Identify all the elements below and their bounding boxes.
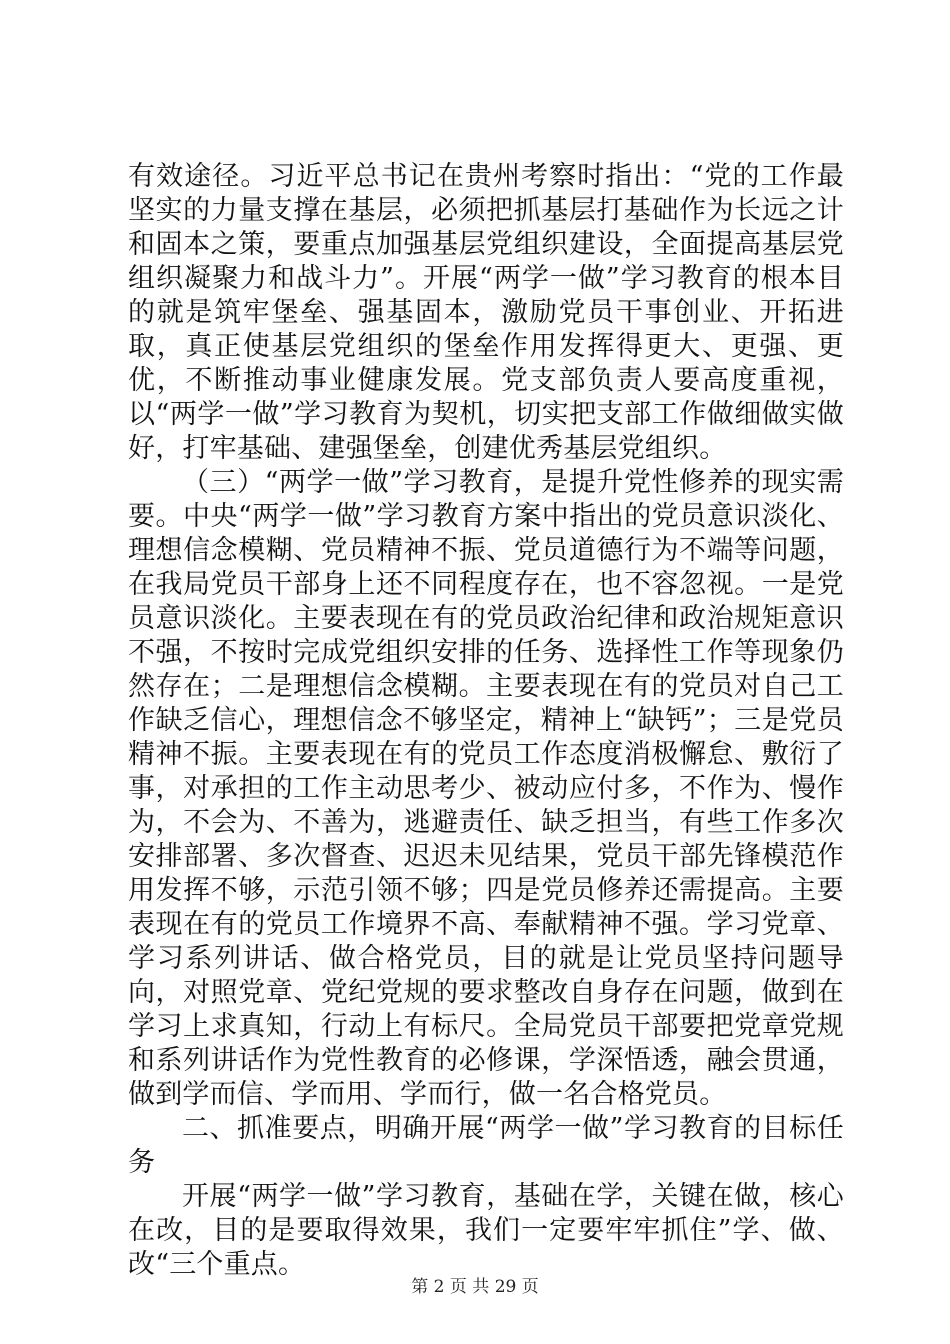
paragraph-key-points: 开展“两学一做”学习教育，基础在学，关键在做，核心在改，目的是要取得效果，我们一定要牢牢抓住”学、做、改“三个重点。 bbox=[128, 1181, 844, 1280]
document-body bbox=[128, 160, 844, 1282]
paragraph-section-three: （三）“两学一做”学习教育，是提升党性修养的现实需要。中央“两学一做”学习教育方案中指出的党员意识淡化、理想信念模糊、党员精神不振、党员道德行为不端等问题，在我局党员干部身上还不同程度存在，也不容忽视。一是党员意识淡化。主要表现在有的党员政治纪律和政治规矩意识不强，不按时完成党组织安排的任务、选择性工作等现象仍然存在；二是理想信念模糊。主要表现在有的党员对自己工作缺乏信心，理想信念不够坚定，精神上“缺钙”；三是党员精神不振。主要表现在有的党员工作态度消极懈怠、敷衍了事，对承担的工作主动思考少、被动应付多，不作为、慢作为，不会为、不善为，逃避责任、缺乏担当，有些工作多次安排部署、多次督查、迟迟未见结果，党员干部先锋模范作用发挥不够，示范引领不够；四是党员修养还需提高。主要表现在有的党员工作境界不高、奉献精神不强。学习党章、学习系列讲话、做合格党员，目的就是让党员坚持问题导向，对照党章、党纪党规的要求整改自身存在问题，做到在学习上求真知，行动上有标尺。全局党员干部要把党章党规和系列讲话作为党性教育的必修课，学深悟透，融会贯通，做到学而信、学而用、学而行，做一名合格党员。 bbox=[128, 467, 844, 1110]
paragraph-continuation: 有效途径。习近平总书记在贵州考察时指出：“党的工作最坚实的力量支撑在基层，必须把抓基层打基础作为长远之计和固本之策，要重点加强基层党组织建设，全面提高基层党组织凝聚力和战斗力”。开展“两学一做”学习教育的根本目的就是筑牢堡垒、强基固本，激励党员干事创业、开拓进取，真正使基层党组织的堡垒作用发挥得更大、更强、更优，不断推动事业健康发展。党支部负责人要高度重视，以“两学一做”学习教育为契机，切实把支部工作做细做实做好，打牢基础、建强堡垒，创建优秀基层党组织。 bbox=[128, 161, 844, 464]
section-heading-two: 二、抓准要点，明确开展“两学一做”学习教育的目标任务 bbox=[128, 1113, 844, 1178]
page-number-footer: 第 2 页 共 29 页 bbox=[411, 1277, 539, 1297]
